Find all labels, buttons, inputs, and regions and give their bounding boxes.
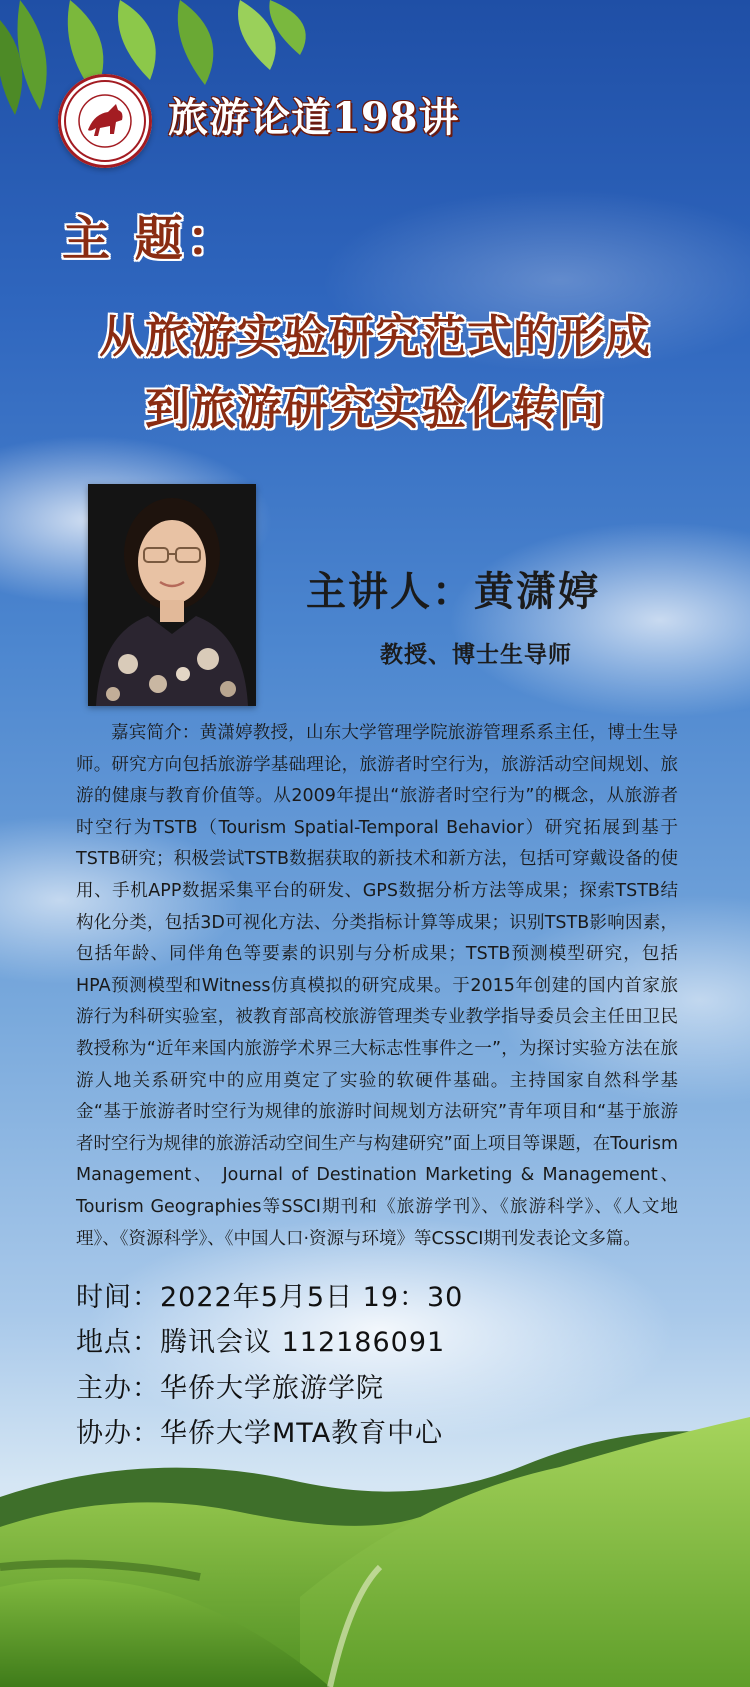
speaker-title: 教授、博士生导师: [380, 642, 572, 668]
topic-label: 主 题：: [62, 211, 239, 267]
college-logo: [58, 74, 152, 168]
series-title: 旅游论道198讲: [168, 94, 460, 141]
topic-title-line-2: 到旅游研究实验化转向: [144, 382, 605, 435]
speaker-name: 主讲人：黄潇婷: [306, 569, 600, 615]
event-place: 地点：腾讯会议 112186091: [76, 1327, 446, 1358]
speaker-photo: [88, 484, 256, 706]
topic-title-line-1: 从旅游实验研究范式的形成: [98, 310, 651, 363]
green-hills-landscape: [0, 1267, 750, 1687]
horse-logo-icon: [58, 74, 152, 168]
event-host: 主办：华侨大学旅游学院: [76, 1373, 384, 1404]
event-cohost: 协办：华侨大学MTA教育中心: [76, 1418, 444, 1449]
speaker-bio: 嘉宾简介：黄潇婷教授，山东大学管理学院旅游管理系系主任，博士生导师。研究方向包括旅游学基础理论，旅游者时空行为，旅游活动空间规划、旅游的健康与教育价值等。从2009年提出“旅游者时空行为”的概念，从旅游者时空行为TSTB（Tourism Spatial-Temporal Behavior）研究拓展到基于TSTB研究；积极尝试TSTB数据获取的新技术和新方法，包括可穿戴设备的使用、手机APP数据采集平台的研发、GPS数据分析方法等成果；探索TSTB结构化分类，包括3D可视化方法、分类指标计算等成果；识别TSTB影响因素，包括年龄、同伴角色等要素的识别与分析成果；TSTB预测模型研究，包括HPA预测模型和Witness仿真模拟的研究成果。于2015年创建的国内首家旅游行为科研实验室，被教育部高校旅游管理类专业教学指导委员会主任田卫民教授称为“近年来国内旅游学术界三大标志性事件之一”，为探讨实验方法在旅游人地关系研究中的应用奠定了实验的软硬件基础。主持国家自然科学基金“基于旅游者时空行为规律的旅游时间规划方法研究”青年项目和“基于旅游者时空行为规律的旅游活动空间生产与构建研究”面上项目等课题，在Tourism Management、 Journal of Destination Marketing & Management、 Tourism Geographies等SSCI期刊和《旅游学刊》、《旅游科学》、《人文地理》、《资源科学》、《中国人口·资源与环境》等CSSCI期刊发表论文多篇。: [76, 723, 678, 1249]
event-time: 时间：2022年5月5日 19：30: [76, 1282, 464, 1313]
